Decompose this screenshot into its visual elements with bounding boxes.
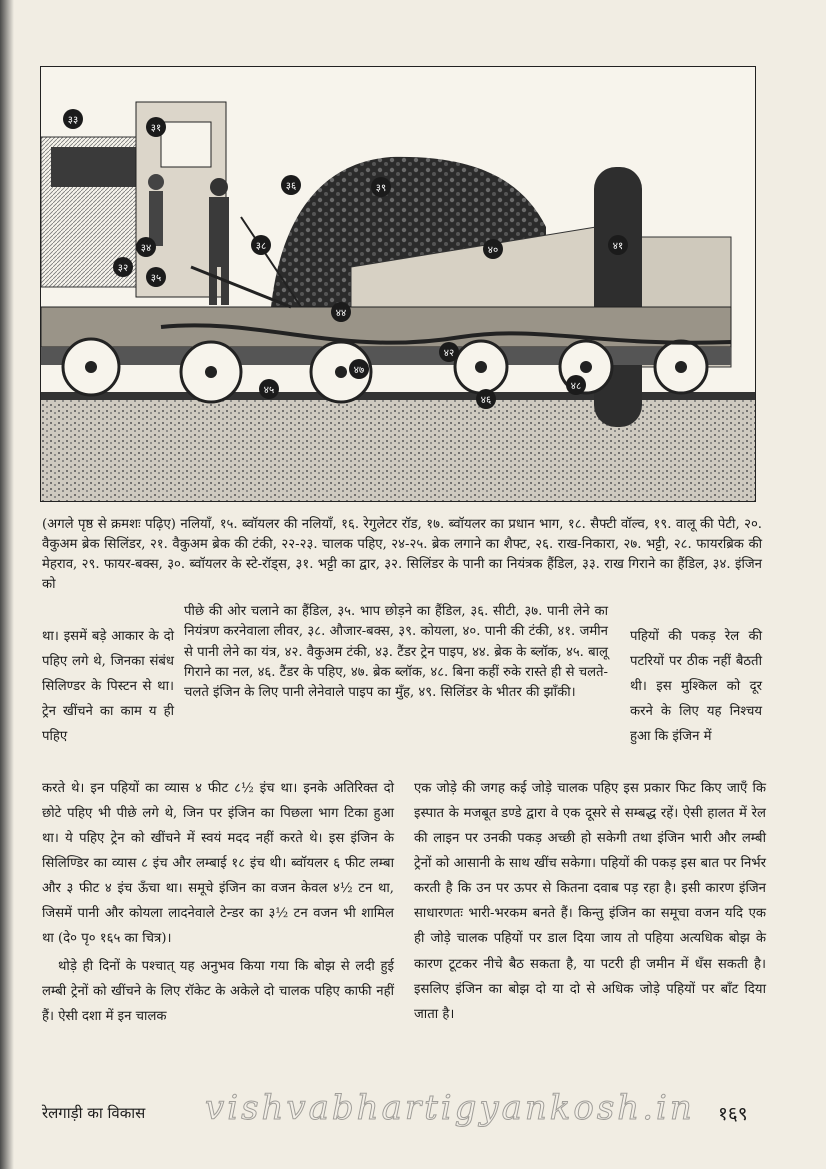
callout-45: ४५: [263, 385, 275, 396]
callout-48: ४८: [570, 381, 582, 392]
callout-34: ३४: [140, 243, 152, 254]
callout-41: ४१: [612, 241, 624, 252]
track-ballast: [41, 397, 755, 501]
running-title: रेलगाड़ी का विकास: [42, 1104, 146, 1122]
locomotive-drawing: [41, 67, 755, 501]
body-column-right: [414, 776, 766, 1027]
callout-42: ४२: [443, 348, 455, 359]
paragraph-right: एक जोड़े की जगह कई जोड़े चालक पहिए इस प्रकार फिट किए जाएँ कि इस्पात के मजबूत डण्डे द्वारा वे एक दूसरे से सम्बद्ध रहें। ऐसी हालत में रेल की लाइन पर उनकी पकड़ अच्छी हो सकेगी तथा इंजिन भारी और लम्बी ट्रेनों को आसानी के साथ खींच सकेगा। पहियों की पकड़ इस बात पर निर्भर करती है कि उन पर ऊपर से कितना दवाब पड़ रहा है। इसी कारण इंजिन साधारणतः भारी-भरकम बनते हैं। किन्तु इंजिन का समूचा वजन यदि एक ही जोड़े चालक पहियों पर डाल दिया जाय तो पहिया अत्यधिक बोझ के कारण टूटकर नीचे बैठ सकता है, या पटरी ही जमीन में धँस सकती है। इसलिए इंजिन का बोझ दो या दो से अधिक जोड़े पहियों पर बाँट दिया जाता है।: [414, 781, 766, 1022]
callout-47: ४७: [353, 365, 365, 376]
paragraph-2: थोड़े ही दिनों के पश्चात् यह अनुभव किया गया कि बोझ से लदी हुई लम्बी ट्रेनों को खींचने के लिए रॉकेट के अकेले दो चालक पहिए काफी नहीं हैं। ऐसी दशा में इन चालक: [42, 958, 394, 1024]
callout-36: ३६: [285, 181, 297, 192]
callout-46: ४६: [480, 395, 492, 406]
callout-44: ४४: [335, 308, 347, 319]
watermark: vishvabhartigyankosh.in: [205, 1088, 695, 1128]
callout-35: ३५: [150, 273, 162, 284]
callout-39: ३९: [375, 183, 387, 194]
side-column-right: पहियों की पकड़ रेल की पटरियों पर ठीक नहीं बैठती थी। इस मुश्किल को दूर करने के लिए यह निश्चय हुआ कि इंजिन में: [630, 629, 762, 745]
page-number: १६९: [718, 1103, 748, 1125]
callout-38: ३८: [255, 241, 267, 252]
callout-40: ४०: [487, 245, 499, 256]
figure-caption-top: (अगले पृष्ठ से क्रमशः पढ़िए) नलियाँ, १५. ब्वॉयलर की नलियाँ, १६. रेगुलेटर रॉड, १७. ब्वॉयलर का प्रधान भाग, १८. सैफ्टी वॉल्व, १९. वालू की पेटी, २०. वैकुअम ब्रेक सिलिंडर, २१. वैकुअम ब्रेक की टंकी, २२-२३. चालक पहिए, २४-२५. ब्रेक लगाने का शैफ्ट, २६. राख-निकारा, २७. भट्टी, २८. फायरब्रिक की मेहराव, २९. फायर-बक्स, ३०. ब्वॉयलर के स्टे-रॉड्स, ३१. भट्टी का द्वार, ३२. सिलिंडर के पानी का नियंत्रक हैंडिल, ३३. राख गिराने का हैंडिल, ३४. इंजिन को: [42, 517, 762, 593]
frame: [41, 347, 731, 365]
callout-33: ३३: [67, 115, 79, 126]
page-binding-shadow: [0, 0, 14, 1169]
body-column-left: [42, 776, 394, 1029]
firebox-door: [51, 147, 141, 187]
figure-caption-center: पीछे की ओर चलाने का हैंडिल, ३५. भाप छोड़ने का हैंडिल, ३६. सीटी, ३७. पानी लेने का नियंत्रण करनेवाला लीवर, ३८. औजार-बक्स, ३९. कोयला, ४०. पानी की टंकी, ४१. जमीन से पानी लेने का यंत्र, ४२. वैकुअम टंकी, ४३. टैंडर ट्रेन पाइप, ४४. ब्रेक के ब्लॉक, ४५. बालू गिराने का नल, ४६. टैंडर के पहिए, ४७. ब्रेक ब्लॉक, ४८. बिना कहीं रुके रास्ते ही से चलते-चलते इंजिन के लिए पानी लेनेवाले पाइप का मुँह, ४९. सिलिंडर के भीतर की झाँकी।: [184, 604, 608, 701]
paragraph-1: करते थे। इन पहियों का व्यास ४ फीट ८½ इंच था। इनके अतिरिक्त दो छोटे पहिए भी पीछे लगे थे, जिन पर इंजिन का पिछला भाग टिका हुआ था। ये पहिए ट्रेन को खींचने में स्वयं मदद नहीं करते थे। इस इंजिन के सिलिण्डिर का व्यास ८ इंच और लम्बाई १८ इंच थी। ब्वॉयलर ६ फीट लम्बा और ३ फीट ४ इंच ऊँचा था। समूचे इंजिन का वजन केवल ४½ टन था, जिसमें पानी और कोयला लादनेवाले टेन्डर का ३½ टन वजन भी शामिल था (दे० पृ० १६५ का चित्र)।: [42, 781, 394, 947]
side-column-left: था। इसमें बड़े आकार के दो पहिए लगे थे, जिनका संबंध सिलिण्डर के पिस्टन से था। ट्रेन खींचने का काम य ही पहिए: [42, 629, 174, 745]
callout-31: ३१: [150, 123, 162, 134]
rail: [41, 392, 755, 400]
locomotive-cutaway-illustration: [40, 66, 756, 502]
callout-32: ३२: [117, 263, 129, 274]
cab-window: [161, 122, 211, 167]
